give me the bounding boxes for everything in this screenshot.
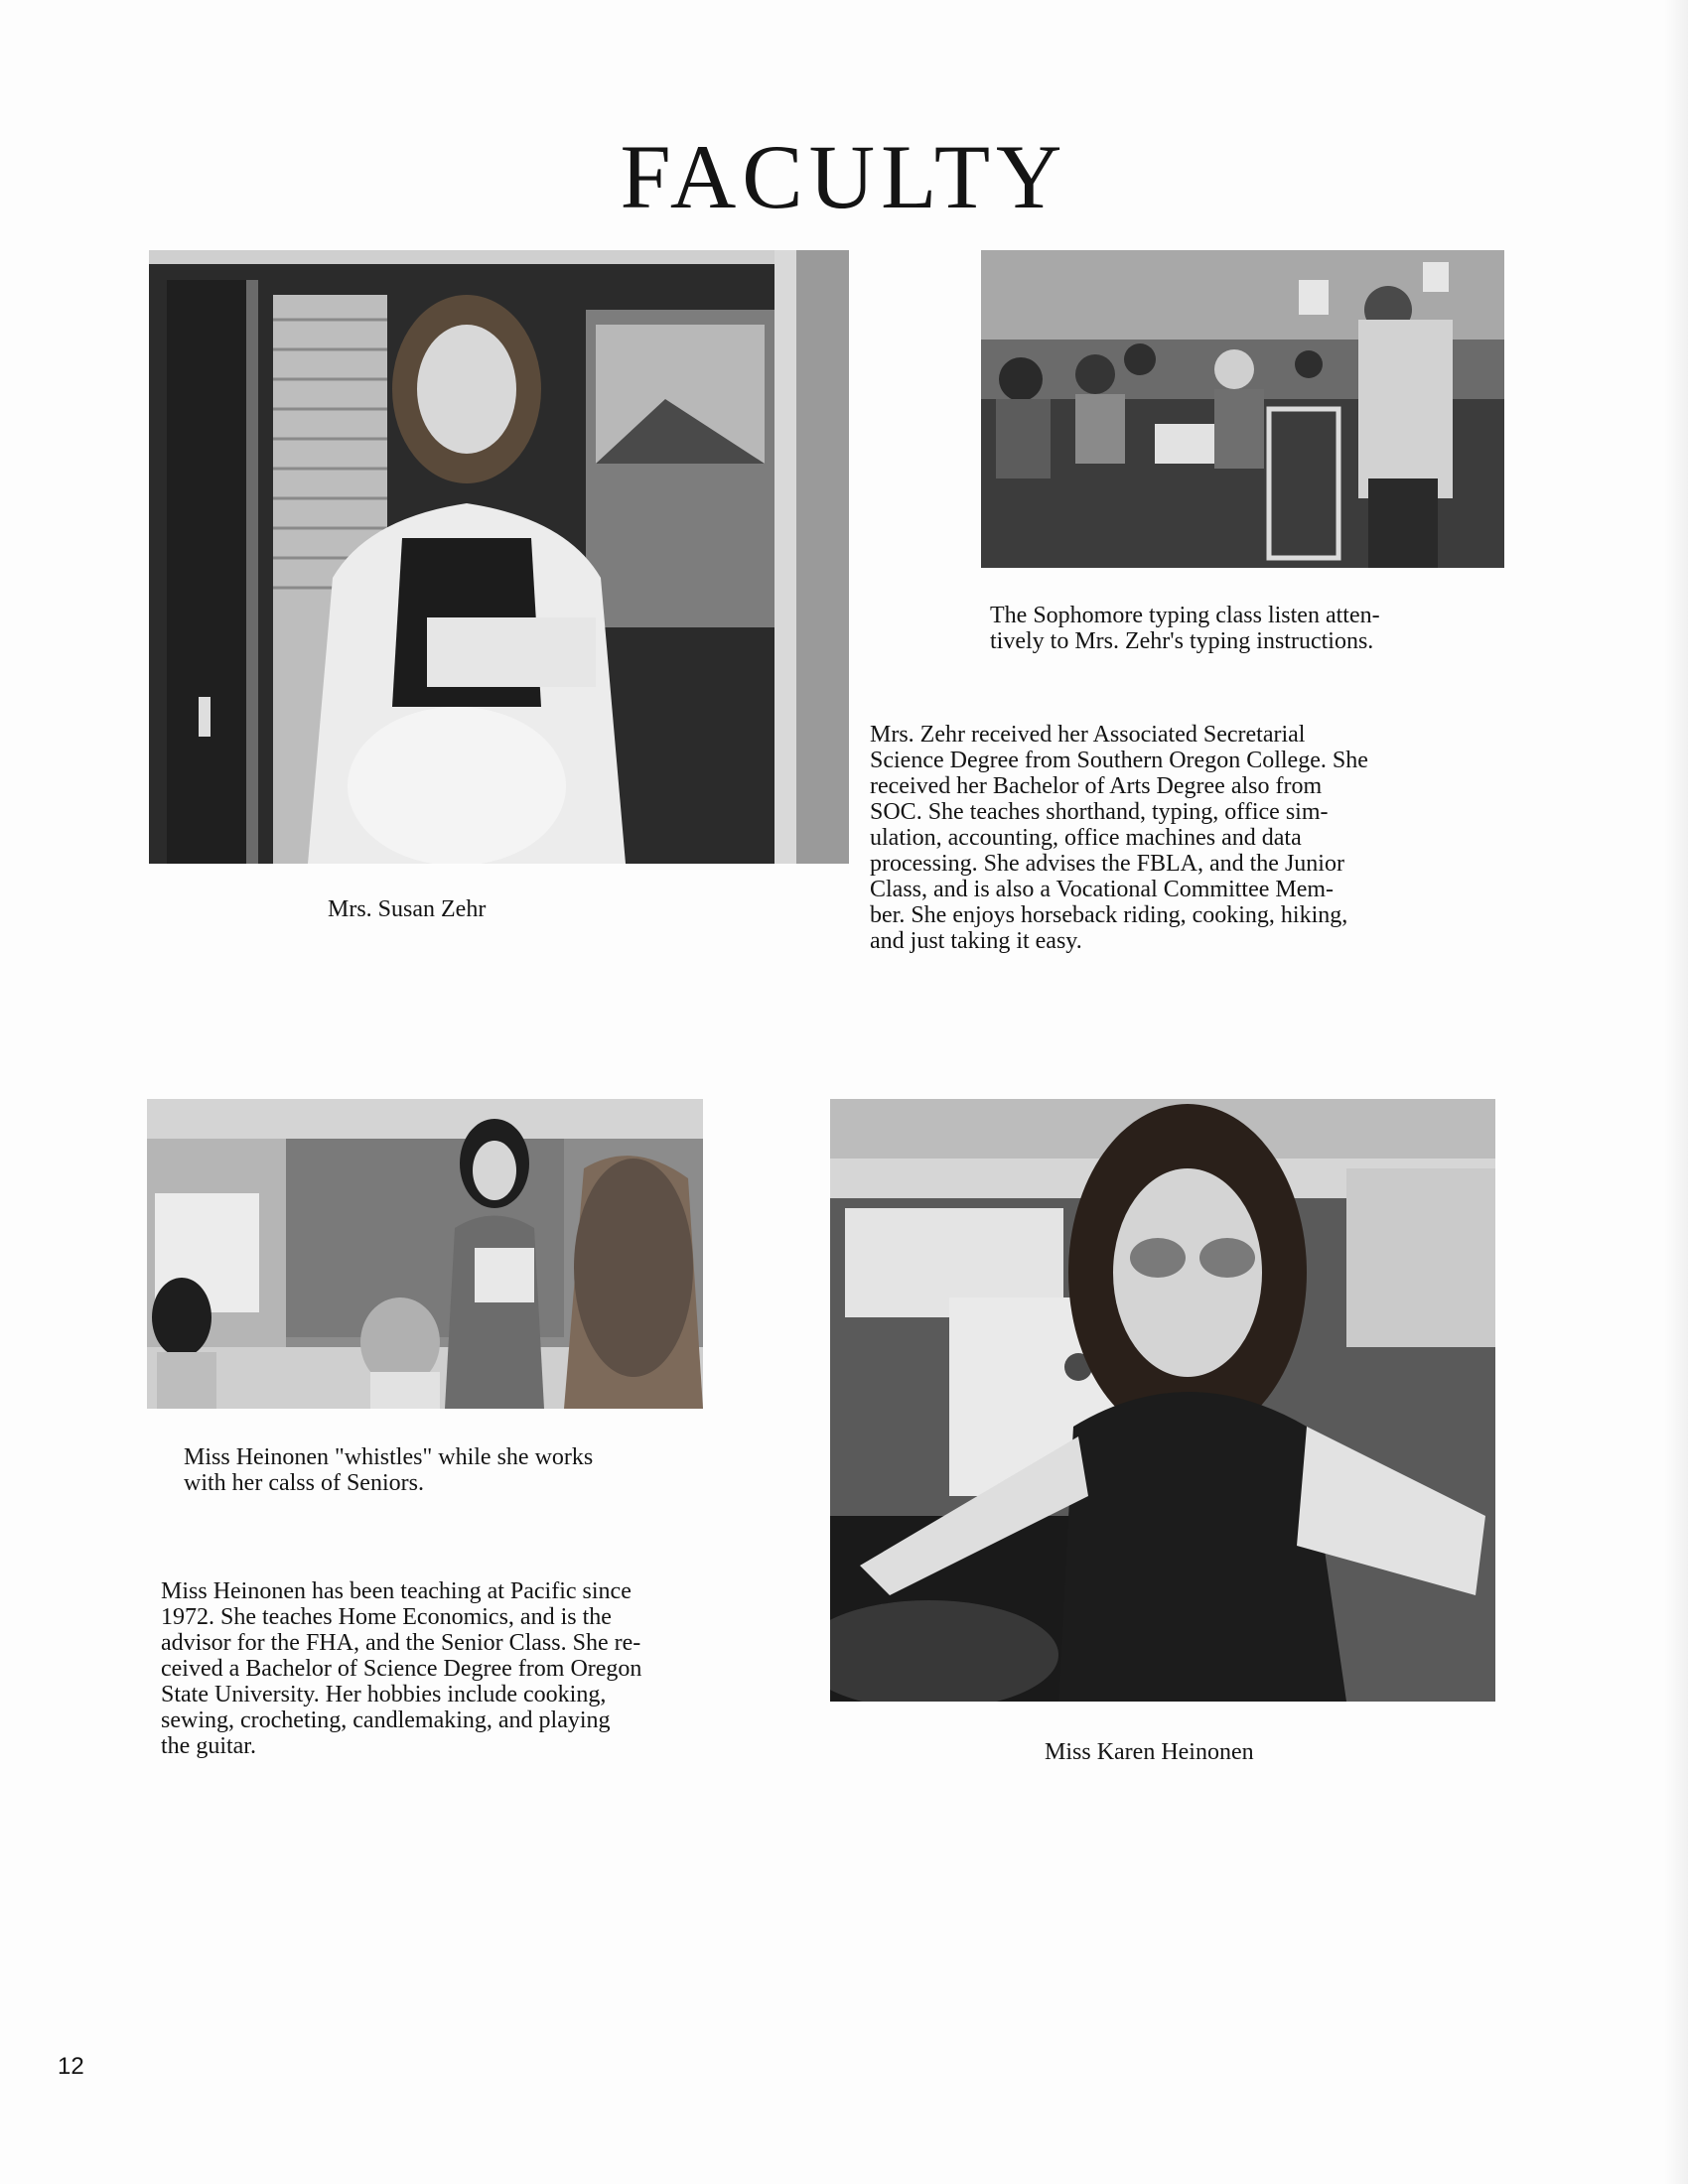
heinonen-portrait-caption: Miss Karen Heinonen bbox=[1045, 1739, 1254, 1765]
zehr-bio-line: ulation, accounting, office machines and data bbox=[870, 825, 1302, 851]
heinonen-bio-line: Miss Heinonen has been teaching at Pacific since bbox=[161, 1578, 632, 1604]
heinonen-bio-line: advisor for the FHA, and the Senior Class. She re- bbox=[161, 1630, 641, 1656]
typing-class-photo bbox=[981, 250, 1504, 568]
zehr-bio-line: and just taking it easy. bbox=[870, 928, 1082, 954]
zehr-bio-line: Mrs. Zehr received her Associated Secretarial bbox=[870, 722, 1306, 748]
heinonen-bio bbox=[161, 1578, 641, 1759]
seniors-class-photo bbox=[147, 1099, 703, 1409]
zehr-bio-line: processing. She advises the FBLA, and the Junior bbox=[870, 851, 1344, 877]
heinonen-bio-line: 1972. She teaches Home Economics, and is the bbox=[161, 1604, 612, 1630]
typing-class-caption bbox=[990, 603, 1380, 654]
typing-class-caption-line: tively to Mrs. Zehr's typing instructions. bbox=[990, 628, 1374, 654]
seniors-class-caption-line: with her calss of Seniors. bbox=[184, 1470, 424, 1496]
heinonen-bio-line: sewing, crocheting, candlemaking, and playing bbox=[161, 1707, 611, 1733]
zehr-portrait-photo bbox=[149, 250, 849, 864]
zehr-bio-line: Science Degree from Southern Oregon College. She bbox=[870, 748, 1368, 773]
page-number: 12 bbox=[58, 2053, 84, 2080]
seniors-class-caption bbox=[184, 1444, 593, 1496]
zehr-bio bbox=[870, 722, 1368, 954]
zehr-bio-line: ber. She enjoys horseback riding, cooking, hiking, bbox=[870, 902, 1348, 928]
heinonen-bio-line: ceived a Bachelor of Science Degree from Oregon bbox=[161, 1656, 642, 1682]
typing-class-caption-line: The Sophomore typing class listen atten- bbox=[990, 603, 1380, 628]
page-title: FACULTY bbox=[620, 126, 1068, 227]
zehr-bio-line: received her Bachelor of Arts Degree also from bbox=[870, 773, 1323, 799]
zehr-portrait-caption: Mrs. Susan Zehr bbox=[328, 896, 487, 922]
page-edge-shadow bbox=[1664, 0, 1688, 2184]
heinonen-bio-line: State University. Her hobbies include cooking, bbox=[161, 1682, 607, 1707]
seniors-class-caption-line: Miss Heinonen "whistles" while she works bbox=[184, 1444, 594, 1470]
heinonen-bio-line: the guitar. bbox=[161, 1733, 256, 1759]
heinonen-portrait-photo bbox=[830, 1099, 1495, 1702]
zehr-bio-line: SOC. She teaches shorthand, typing, office sim- bbox=[870, 799, 1329, 825]
zehr-bio-line: Class, and is also a Vocational Committee Mem- bbox=[870, 877, 1335, 902]
